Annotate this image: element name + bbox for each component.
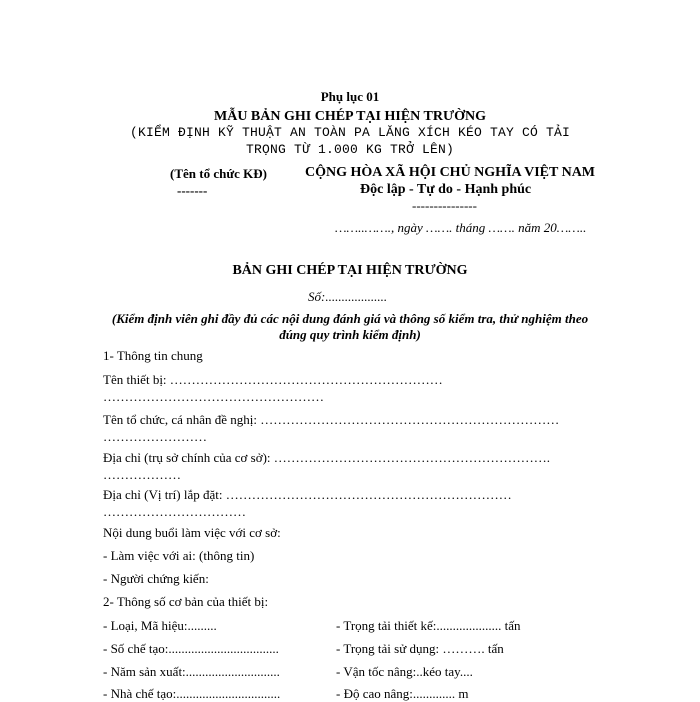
spec-lift-speed-field: - Vận tốc nâng:..kéo tay.... (336, 664, 473, 679)
record-title: BẢN GHI CHÉP TẠI HIỆN TRƯỜNG (232, 263, 468, 278)
address-install-field: Địa chỉ (Vị trí) lắp đặt: ………………………………………………………… (103, 487, 512, 502)
state-title: CỘNG HÒA XÃ HỘI CHỦ NGHĨA VIỆT NAM (305, 165, 596, 180)
state-motto: Độc lập - Tự do - Hạnh phúc (360, 182, 532, 197)
witness-field: - Người chứng kiến: (103, 571, 209, 586)
appendix-label: Phụ lục 01 (320, 89, 380, 104)
date-line: ……..……., ngày ……. tháng ……. năm 20…….. (335, 220, 587, 235)
work-with-field: - Làm việc với ai: (thông tin) (103, 548, 255, 563)
address-main-field-cont: ……………… (103, 467, 181, 482)
spec-working-load-field: - Trọng tải sử dụng: ………. tấn (336, 641, 504, 656)
spec-manufacturer-field: - Nhà chế tạo:................................ (103, 686, 281, 701)
spec-model-field: - Loại, Mã hiệu:......... (103, 618, 217, 633)
org-divider: ------- (177, 183, 208, 198)
spec-serial-field: - Số chế tạo:.................................. (103, 641, 279, 656)
address-main-field: Địa chỉ (trụ sở chính của cơ sở): ………………………………………………………. (103, 450, 551, 465)
record-note-line1: (Kiểm định viên ghi đầy đủ các nội dung đánh giá và thông số kiểm tra, thử nghiệm theo (111, 311, 589, 326)
address-install-field-cont: …………………………… (103, 504, 246, 519)
requester-field-cont: …………………… (103, 429, 207, 444)
device-name-field-cont: …………………………………………… (103, 389, 324, 404)
org-name: (Tên tổ chức KĐ) (170, 166, 267, 181)
record-number: Số:................... (308, 289, 388, 304)
session-label: Nội dung buổi làm việc với cơ sở: (103, 525, 281, 540)
form-title: MẪU BẢN GHI CHÉP TẠI HIỆN TRƯỜNG (214, 109, 486, 124)
spec-design-load-field: - Trọng tải thiết kế:.................... tấn (336, 618, 521, 633)
spec-year-field: - Năm sản xuất:............................. (103, 664, 280, 679)
record-note-line2: đúng quy trình kiểm định) (279, 327, 421, 342)
spec-lift-height-field: - Độ cao nâng:............. m (336, 686, 469, 701)
form-subtitle-line2: TRỌNG TỪ 1.000 KG TRỞ LÊN) (245, 142, 455, 157)
requester-field: Tên tổ chức, cá nhân đề nghị: …………………………………………………………… (103, 412, 560, 427)
state-divider: --------------- (412, 198, 477, 213)
device-name-field: Tên thiết bị: ……………………………………………………… (103, 372, 443, 387)
form-subtitle-line1: (KIỂM ĐỊNH KỸ THUẬT AN TOÀN PA LĂNG XÍCH KÉO TAY CÓ TẢI (129, 125, 571, 140)
section2-heading: 2- Thông số cơ bản của thiết bị: (103, 594, 269, 609)
section1-heading: 1- Thông tin chung (103, 348, 203, 363)
